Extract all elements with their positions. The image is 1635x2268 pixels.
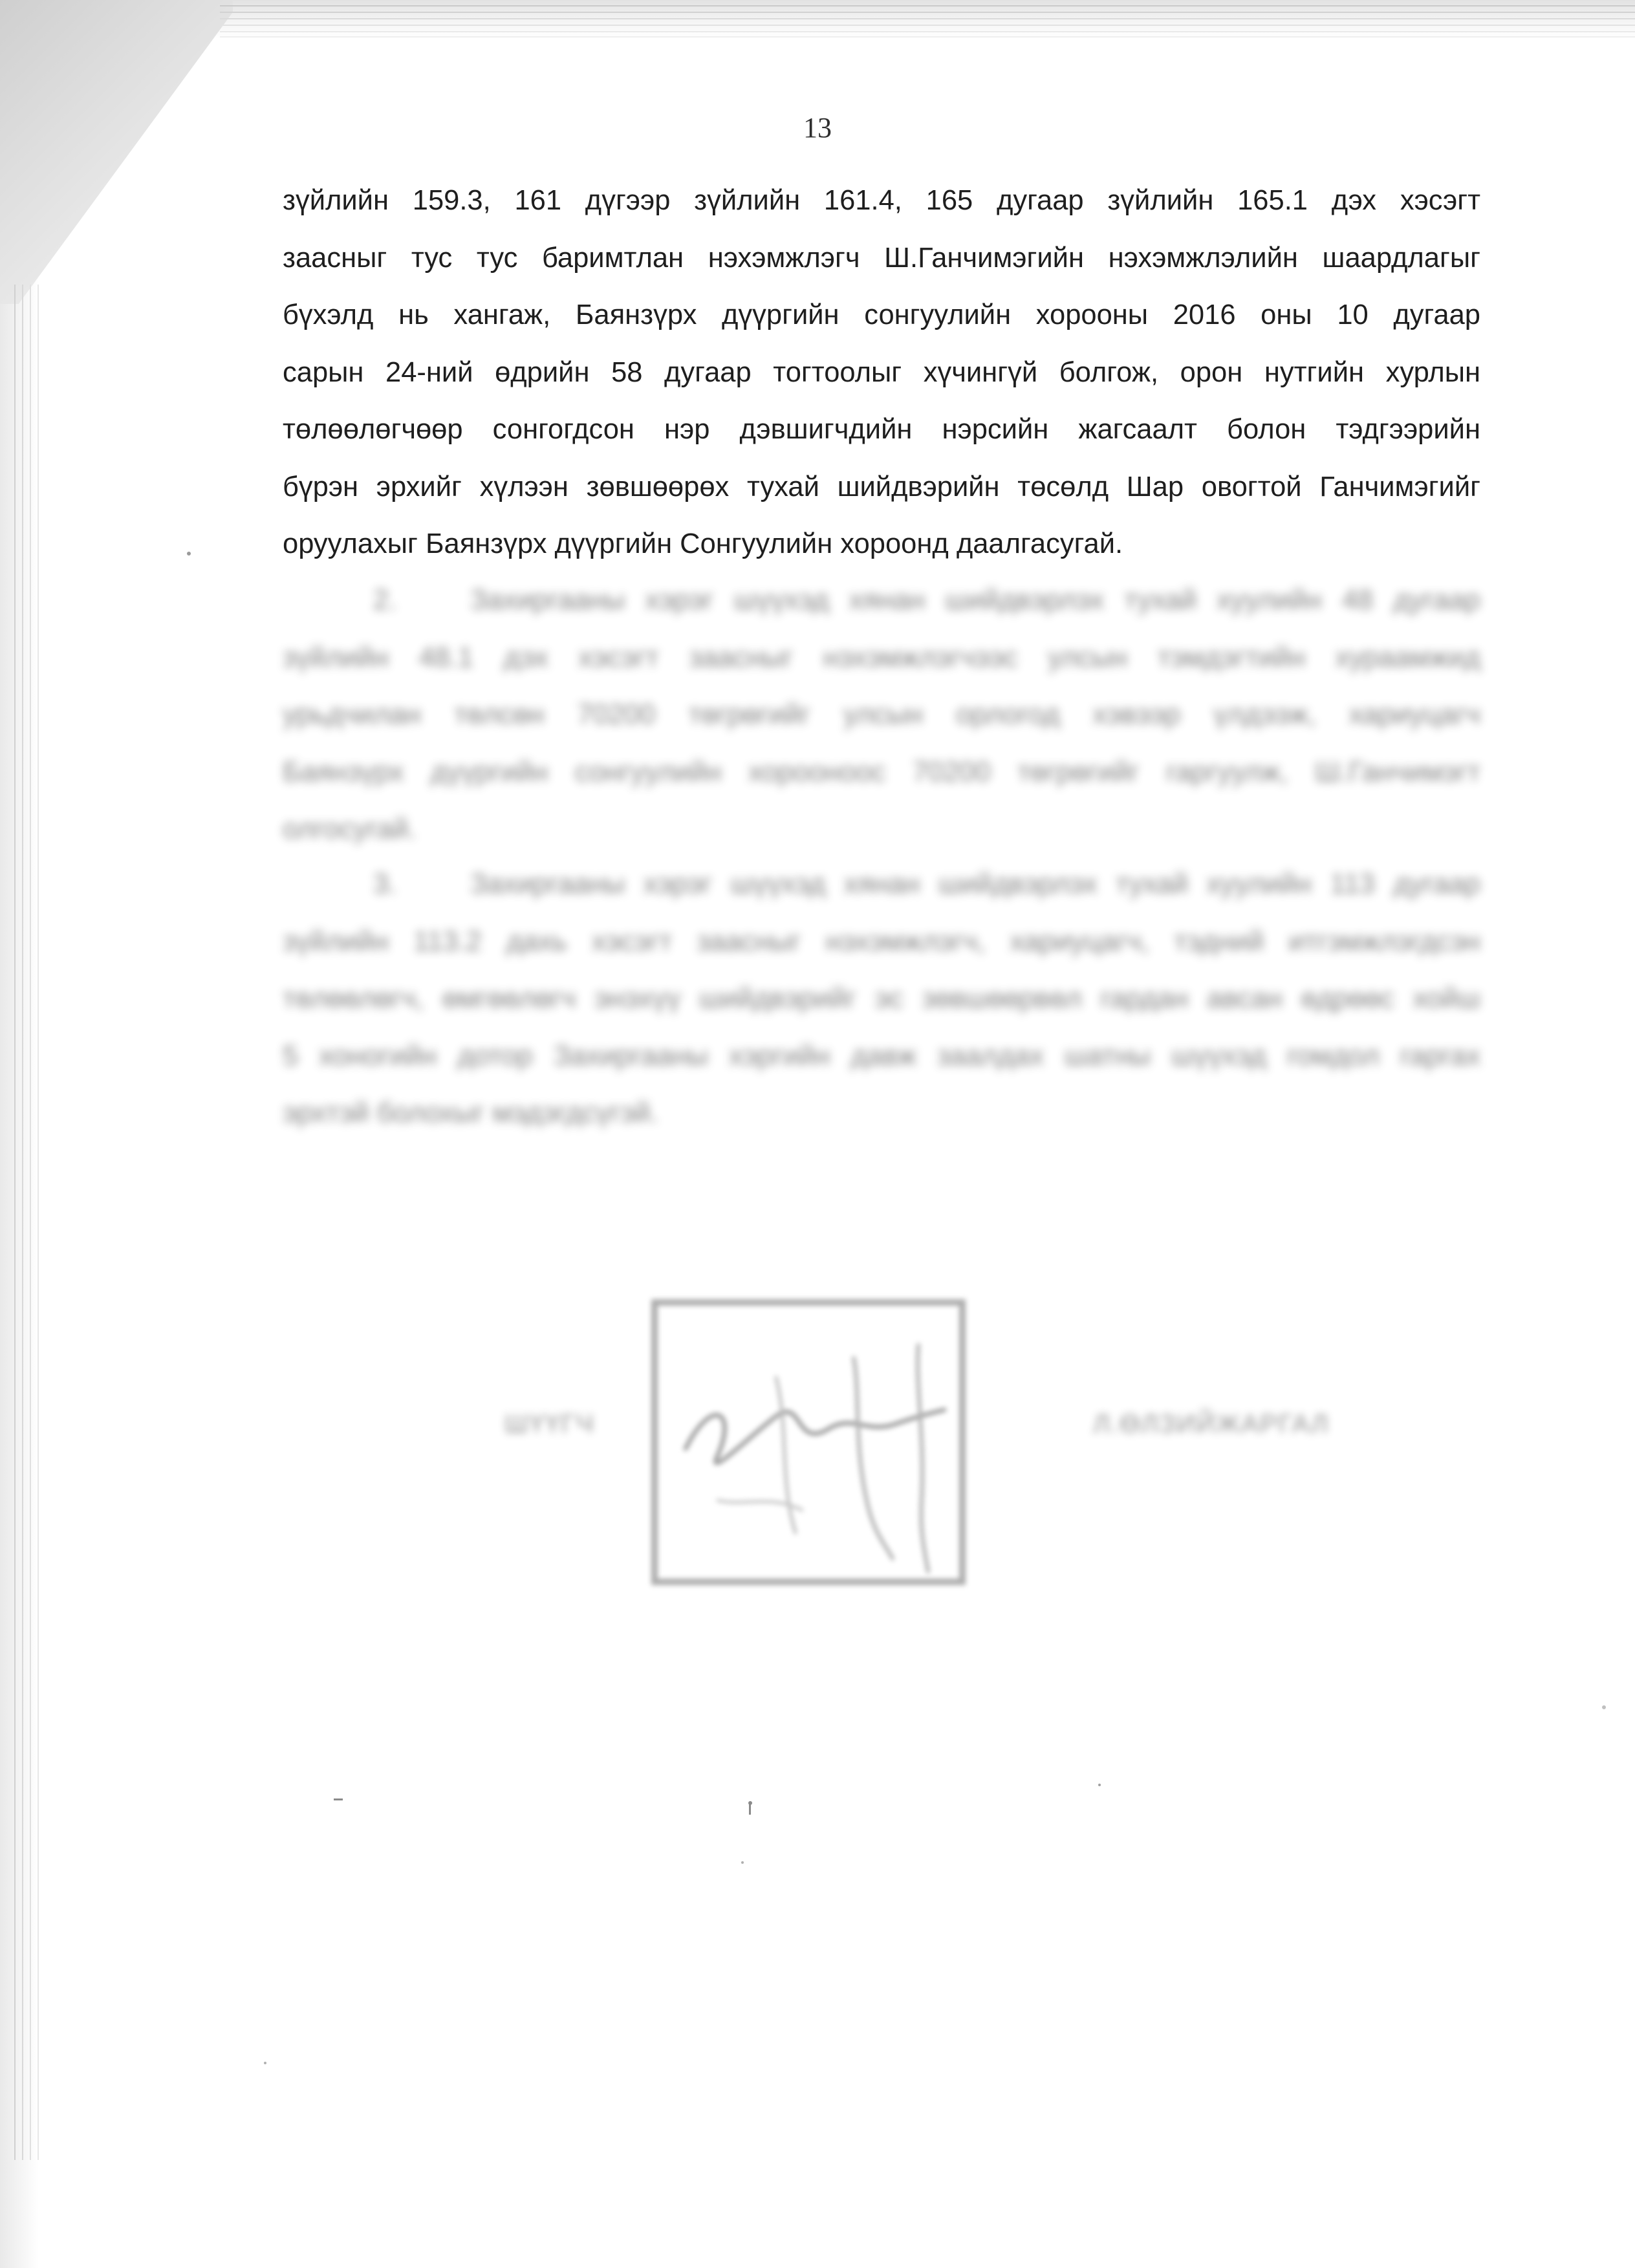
item-3-line: төлөөлөгч, өмгөөлөгч энэхүү шийдвэрийг эс зөвшөөрвөл гардан авсан өдрөөс хойш: [283, 983, 1480, 1014]
body-line: бүхэлд нь хангаж, Баянзүрх дүүргийн сонгуулийн хорооны 2016 оны 10 дугаар: [283, 299, 1480, 330]
item-2-line: олгосугай.: [283, 814, 417, 845]
body-line: оруулахыг Баянзүрх дүүргийн Сонгуулийн хороонд даалгасугай.: [283, 528, 1123, 559]
item-2-line: Захиргааны хэрэг шүүхэд хянан шийдвэрлэх тухай хуулийн 48 дугаар: [470, 585, 1480, 616]
item-2-number: 2.: [373, 585, 397, 616]
item-3-number: 3.: [373, 869, 397, 900]
body-line: зүйлийн 159.3, 161 дүгээр зүйлийн 161.4, 165 дугаар зүйлийн 165.1 дэх хэсэгт: [283, 185, 1480, 216]
item-2-line: Баянзүрх дүүргийн сонгуулийн хорооноос 70200 төгрөгийг гаргуулж, Ш.Ганчимэгт: [283, 756, 1480, 788]
body-line: төлөөлөгчөөр сонгогдсон нэр дэвшигчдийн нэрсийн жагсаалт болон тэдгээрийн: [283, 414, 1480, 445]
item-2-line: урьдчилан төлсөн 70200 төгрөгийг улсын орлогод хэвээр үлдээж, хариуцагч: [283, 699, 1480, 730]
page-number: 13: [803, 112, 832, 144]
item-3-line: эрхтэй болохыг мэдэгдсүгэй.: [283, 1097, 658, 1129]
item-3-line: Захиргааны хэрэг шүүхэд хянан шийдвэрлэх тухай хуулийн 113 дугаар: [470, 869, 1480, 900]
body-line: заасныг тус тус баримтлан нэхэмжлэгч Ш.Ганчимэгийн нэхэмжлэлийн шаардлагыг: [283, 242, 1480, 274]
item-2-line: зүйлийн 48.1 дэх хэсэгт заасныг нэхэмжлэгчээс улсын тэмдэгтийн хураамжид: [283, 642, 1480, 673]
item-3-line: зүйлийн 113.2 дахь хэсэгт заасныг нэхэмжлэгч, хариуцагч, тэдний итгэмжлэгдсэн: [283, 925, 1480, 957]
body-line: бүрэн эрхийг хүлээн зөвшөөрөх тухай шийдвэрийн төсөлд Шар овогтой Ганчимэгийг: [283, 471, 1480, 502]
body-line: сарын 24-ний өдрийн 58 дугаар тогтоолыг хүчингүй болгож, орон нутгийн хурлын: [283, 356, 1480, 388]
judge-name: Л.ӨЛЗИЙЖАРГАЛ: [1093, 1410, 1330, 1438]
item-3-line: 5 хоногийн дотор Захиргааны хэргийн давж заалдах шатны шүүхэд гомдол гаргах: [283, 1040, 1480, 1072]
judge-title: ШҮҮГЧ: [504, 1410, 595, 1438]
